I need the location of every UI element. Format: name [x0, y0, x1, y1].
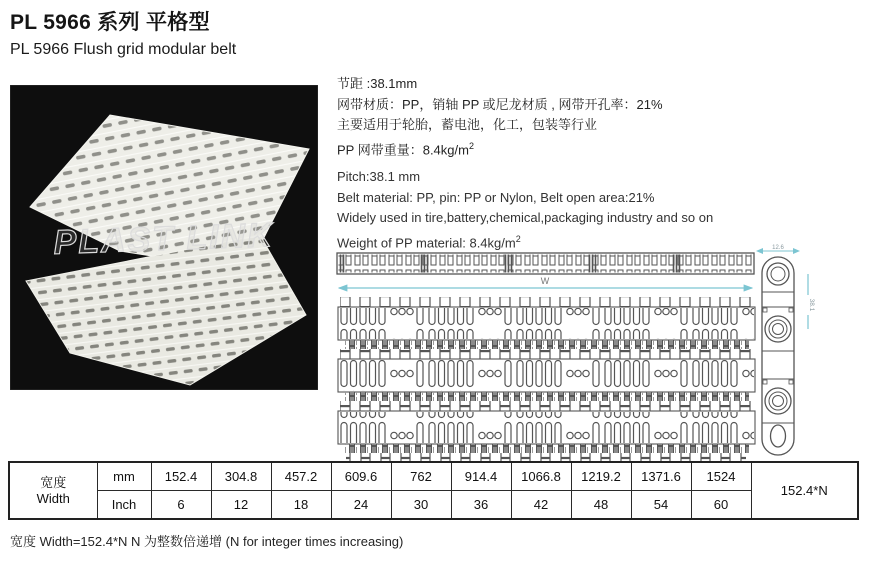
inch-value-cell: 36 — [451, 491, 511, 520]
table-row-mm — [9, 462, 858, 491]
watermark-text: PLAST LINK — [52, 216, 275, 262]
belt-plan-view-drawing — [336, 296, 757, 467]
width-row-header — [9, 462, 97, 519]
width-dimension-label: W — [540, 276, 550, 286]
spec-pitch-en: Pitch:38.1 mm — [337, 169, 421, 184]
specs-chinese — [337, 74, 663, 160]
superscript-2: 2 — [468, 140, 474, 151]
mm-value-cell: 304.8 — [211, 462, 271, 491]
spec-usage-en: Widely used in tire,battery,chemical,packaging industry and so on — [337, 210, 714, 225]
inch-value-cell: 60 — [691, 491, 751, 520]
formula-cell: 152.4*N — [751, 462, 858, 519]
spec-pitch-cn: 节距 :38.1mm — [337, 76, 418, 91]
product-photo — [10, 85, 318, 390]
mm-value-cell: 152.4 — [151, 462, 211, 491]
inch-value-cell: 42 — [511, 491, 571, 520]
mm-value-cell: 609.6 — [331, 462, 391, 491]
mm-value-cell: 762 — [391, 462, 451, 491]
page-subtitle: PL 5966 Flush grid modular belt — [10, 41, 237, 58]
mm-value-cell: 457.2 — [271, 462, 331, 491]
mm-value-cell: 1066.8 — [511, 462, 571, 491]
mm-value-cell: 914.4 — [451, 462, 511, 491]
spec-weight-cn-text: PP 网带重量：8.4kg/m — [337, 141, 469, 157]
superscript-2: 2 — [515, 233, 521, 244]
inch-value-cell: 30 — [391, 491, 451, 520]
mm-value-cell: 1524 — [691, 462, 751, 491]
spec-weight-en-text: Weight of PP material: 8.4kg/m — [337, 234, 516, 250]
mm-value-cell: 1371.6 — [631, 462, 691, 491]
specs-english — [337, 167, 713, 253]
inch-value-cell: 54 — [631, 491, 691, 520]
inch-value-cell: 6 — [151, 491, 211, 520]
pitch-dimension-label: 38.1 — [808, 298, 815, 312]
belt-edge-view-drawing — [336, 250, 757, 301]
unit-inch-cell: Inch — [97, 491, 151, 520]
table-row-inch — [9, 491, 858, 520]
thickness-dimension-label: 12.6 — [772, 245, 784, 251]
belt-side-view-drawing — [746, 243, 830, 474]
belt-side-view-svg — [746, 243, 830, 469]
inch-value-cell: 24 — [331, 491, 391, 520]
belt-plan-view-svg — [336, 296, 757, 462]
product-photo-image — [10, 85, 318, 390]
spec-weight-cn — [337, 136, 663, 161]
width-formula-note: 宽度 Width=152.4*N N 为整数倍递增 (N for integer times increasing) — [10, 534, 404, 549]
inch-value-cell: 18 — [271, 491, 331, 520]
width-label-en: Width — [36, 490, 70, 506]
spec-material-cn: 网带材质：PP，销轴 PP 或尼龙材质 , 网带开孔率：21% — [337, 96, 663, 112]
belt-edge-view-svg — [336, 250, 757, 296]
inch-value-cell: 48 — [571, 491, 631, 520]
width-label-cn: 宽度 — [40, 474, 67, 490]
spec-usage-cn: 主要适用于轮胎，蓄电池，化工，包装等行业 — [337, 117, 598, 132]
spec-material-en: Belt material: PP, pin: PP or Nylon, Belt open area:21% — [337, 189, 655, 205]
page-title: PL 5966 系列 平格型 — [10, 11, 210, 34]
unit-mm-cell: mm — [97, 462, 151, 491]
inch-value-cell: 12 — [211, 491, 271, 520]
width-table — [8, 461, 859, 520]
mm-value-cell: 1219.2 — [571, 462, 631, 491]
